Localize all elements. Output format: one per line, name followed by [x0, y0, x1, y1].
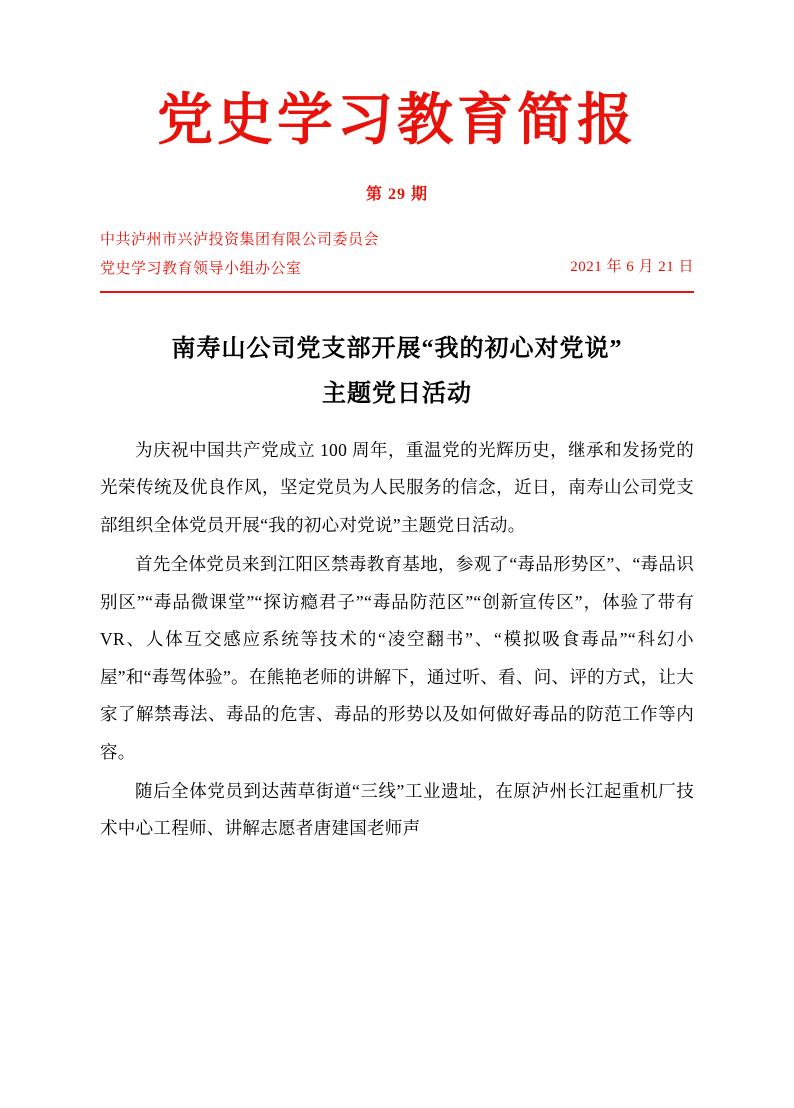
- article-body: [100, 432, 694, 848]
- masthead: [100, 0, 694, 293]
- masthead-divider: [100, 291, 694, 293]
- issuing-organization: [100, 226, 379, 283]
- masthead-title: 党史学习教育简报: [157, 90, 637, 152]
- issue-number: 第 29 期: [365, 186, 428, 204]
- issuing-organization-line1: 中共泸州市兴泸投资集团有限公司委员会: [100, 232, 380, 249]
- article-paragraph: 为庆祝中国共产党成立 100 周年，重温党的光辉历史，继承和发扬党的光荣传统及优良作风，坚定党员为人民服务的信念，近日，南寿山公司党支部组织全体党员开展“我的初心对党说”主题党日活动。: [100, 440, 694, 535]
- issue-date: 2021 年 6 月 21 日: [570, 258, 694, 275]
- issuing-organization-line2: 党史学习教育领导小组办公室: [100, 260, 302, 277]
- article-title-line1: 南寿山公司党支部开展“我的初心对党说”: [171, 336, 623, 363]
- article-paragraph: 首先全体党员来到江阳区禁毒教育基地，参观了“毒品形势区”、“毒品识别区”“毒品微课堂”“探访瘾君子”“毒品防范区”“创新宣传区”，体验了带有 VR、人体互交感应系统等技术的“凌空翻书”、“模拟吸食毒品”“科幻小屋”和“毒驾体验”。在熊艳老师的讲解下，通过听、看、问、评的方式，让大家了解禁毒法、毒品的危害、毒品的形势以及如何做好毒品的防范工作等内容。: [100, 554, 694, 762]
- article-title: [100, 327, 694, 416]
- article: [100, 327, 694, 848]
- masthead-meta-row: [100, 226, 694, 283]
- article-paragraph: 随后全体党员到达茜草街道“三线”工业遗址，在原泸州长江起重机厂技术中心工程师、讲解志愿者唐建国老师声: [100, 780, 694, 839]
- article-title-line2: 主题党日活动: [322, 380, 472, 407]
